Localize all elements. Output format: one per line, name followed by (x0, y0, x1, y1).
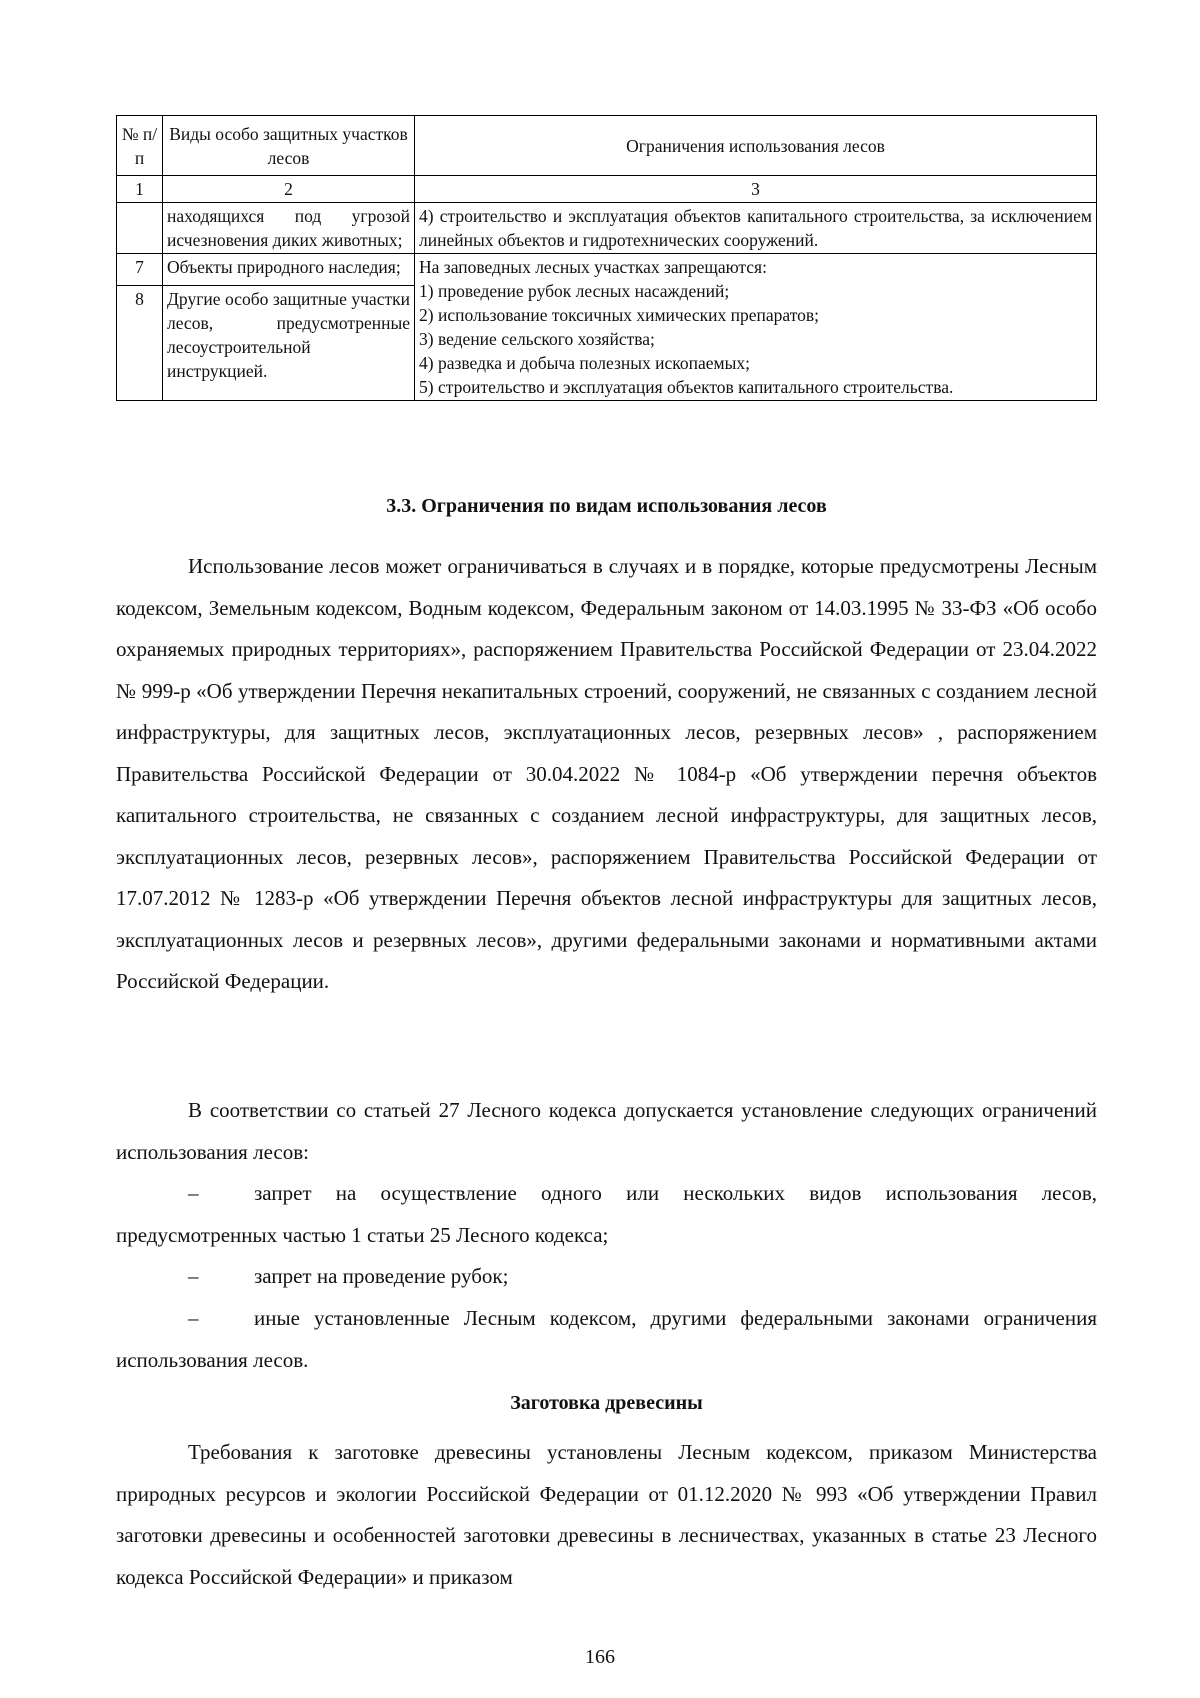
restrictions-table (116, 115, 1097, 401)
paragraph-wood-harvesting: Требования к заготовке древесины установлены Лесным кодексом, приказом Министерства природных ресурсов и экологии Российской Федерации от 01.12.2020 № 993 «Об утверждении Правил заготовки древесины и особенностей заготовки древесины в лесничествах, указанных в статье 23 Лесного кодекса Российской Федерации» и приказом (116, 1440, 1097, 1589)
section-title: 3.3. Ограничения по видам использования лесов (386, 495, 827, 517)
row-kind: Объекты природного наследия; (163, 254, 415, 286)
row-restrictions (415, 203, 1097, 254)
page-number: 166 (585, 1646, 615, 1668)
header-limits: Ограничения использования лесов (415, 116, 1097, 176)
table-column-numbers-row (117, 176, 1097, 203)
paragraph-legal-basis: Использование лесов может ограничиваться в случаях и в порядке, которые предусмотрены Лесным кодексом, Земельным кодексом, Водным кодексом, Федеральным законом от 14.03.1995 № 33-ФЗ «Об особо охраняемых природных территориях», распоряжением Правительства Российской Федерации от 23.04.2022 № 999-р «Об утверждении Перечня некапитальных строений, сооружений, не связанных с созданием лесной инфраструктуры, для защитных лесов, эксплуатационных лесов, резервных лесов» , распоряжением Правительства Российской Федерации от 30.04.2022 № 1084-р «Об утверждении перечня объектов капитального строительства, не связанных с созданием лесной инфраструктуры, для защитных лесов, эксплуатационных лесов, резервных лесов», распоряжением Правительства Российской Федерации от 17.07.2012 № 1283-р «Об утверждении Перечня объектов лесной инфраструктуры для защитных лесов, эксплуатационных лесов и резервных лесов», другими федеральными законами и нормативными актами Российской Федерации. (116, 554, 1097, 993)
column-number-1: 1 (117, 176, 163, 203)
row-kind: находящихся под угрозой исчезновения диких животных; (163, 203, 415, 254)
table-row (117, 254, 1097, 286)
header-kinds: Виды особо защитных участков лесов (163, 116, 415, 176)
dash-marker: – (188, 1264, 199, 1288)
restriction-item: 1) проведение рубок лесных насаждений; (419, 281, 730, 301)
row-number (117, 203, 163, 254)
header-num: № п/п (117, 116, 163, 176)
restriction-item: 3) ведение сельского хозяйства; (419, 329, 655, 349)
list-item-text: иные установленные Лесным кодексом, другими федеральными законами ограничения использования лесов. (116, 1306, 1097, 1372)
column-number-3: 3 (415, 176, 1097, 203)
restriction-item: 4) разведка и добыча полезных ископаемых; (419, 353, 750, 373)
list-item-text: запрет на осуществление одного или нескольких видов использования лесов, предусмотренных частью 1 статьи 25 Лесного кодекса; (116, 1181, 1097, 1247)
row-kind: Другие особо защитные участки лесов, предусмотренные лесоустроительной инструкцией. (163, 285, 415, 401)
restriction-item: 5) строительство и эксплуатация объектов капитального строительства. (419, 377, 954, 397)
list-item (116, 1173, 1097, 1256)
row-number: 8 (117, 285, 163, 401)
list-item (116, 1298, 1097, 1381)
subsection-title: Заготовка древесины (510, 1392, 703, 1414)
dash-marker: – (188, 1306, 199, 1330)
restriction-intro: На заповедных лесных участках запрещаются: (419, 257, 767, 277)
row-number: 7 (117, 254, 163, 286)
restriction-item: 4) строительство и эксплуатация объектов капитального строительства, за исключением линейных объектов и гидротехнических сооружений. (419, 206, 1092, 250)
table-row (117, 203, 1097, 254)
dash-marker: – (188, 1181, 199, 1205)
restriction-item: 2) использование токсичных химических препаратов; (419, 305, 820, 325)
list-item-text: запрет на проведение рубок; (254, 1264, 509, 1288)
paragraph-article-27: В соответствии со статьей 27 Лесного кодекса допускается установление следующих ограничений использования лесов: (116, 1098, 1097, 1164)
table-header-row (117, 116, 1097, 176)
list-item (116, 1256, 1097, 1298)
column-number-2: 2 (163, 176, 415, 203)
merged-restrictions-cell (415, 254, 1097, 401)
